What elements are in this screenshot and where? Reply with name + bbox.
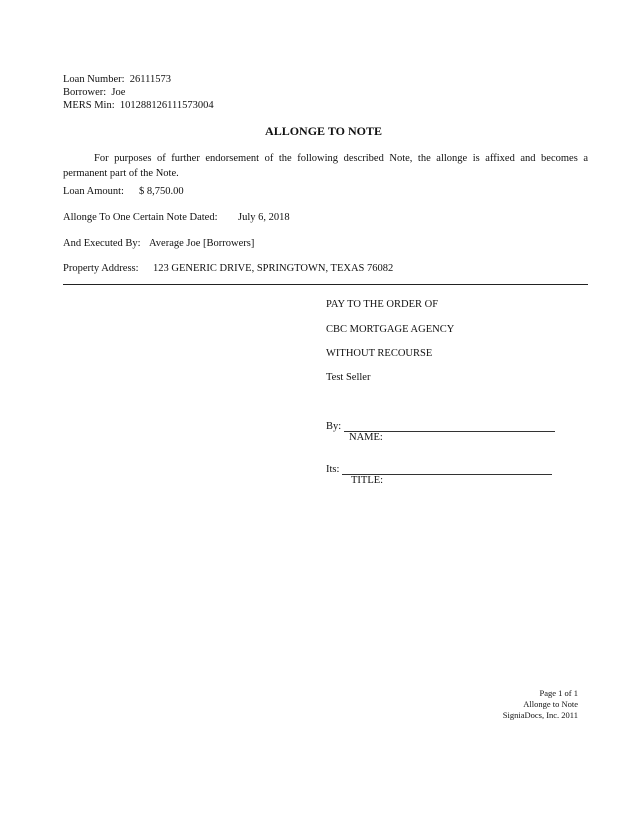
borrower-line — [63, 86, 214, 99]
title-label: TITLE: — [351, 475, 384, 486]
property-address-label: Property Address: — [63, 263, 139, 274]
note-dated-label: Allonge To One Certain Note Dated: — [63, 212, 218, 223]
intro-paragraph: For purposes of further endorsement of the following described Note, the allonge is affixed and becomes a permanent part of the Note. — [63, 153, 588, 179]
loan-number-label: Loan Number: — [63, 74, 125, 85]
page-footer — [503, 688, 578, 721]
executed-by-value: Average Joe [Borrowers] — [149, 238, 255, 249]
mers-line — [63, 99, 214, 112]
footer-copyright: SigniaDocs, Inc. 2011 — [502, 710, 578, 720]
loan-amount-row — [63, 185, 184, 198]
loan-number-line — [63, 73, 214, 86]
property-address-row — [63, 262, 393, 275]
loan-number-value: 26111573 — [129, 74, 172, 85]
note-dated-row — [63, 211, 290, 224]
property-address-value: 123 GENERIC DRIVE, SPRINGTOWN, TEXAS 76082 — [153, 263, 394, 274]
name-label: NAME: — [349, 432, 383, 443]
executed-by-row — [63, 237, 254, 250]
seller-name: Test Seller — [326, 372, 371, 383]
document-title: ALLONGE TO NOTE — [265, 124, 382, 138]
pay-to-line: PAY TO THE ORDER OF — [326, 299, 439, 310]
section-divider — [63, 284, 588, 285]
executed-by-label: And Executed By: — [63, 238, 141, 249]
note-dated-value: July 6, 2018 — [238, 212, 290, 223]
loan-header — [63, 73, 214, 112]
borrower-value: Joe — [111, 87, 126, 98]
page-number: Page 1 of 1 — [539, 688, 578, 698]
footer-doc-name: Allonge to Note — [523, 699, 578, 709]
its-label: Its: — [326, 464, 340, 475]
loan-amount-label: Loan Amount: — [63, 186, 124, 197]
loan-amount-value: $ 8,750.00 — [139, 186, 184, 197]
payee-name: CBC MORTGAGE AGENCY — [326, 324, 455, 335]
borrower-label: Borrower: — [63, 87, 107, 98]
mers-value: 101288126111573004 — [119, 100, 214, 111]
by-label: By: — [326, 421, 342, 432]
recourse-line: WITHOUT RECOURSE — [326, 348, 433, 359]
mers-label: MERS Min: — [63, 100, 115, 111]
